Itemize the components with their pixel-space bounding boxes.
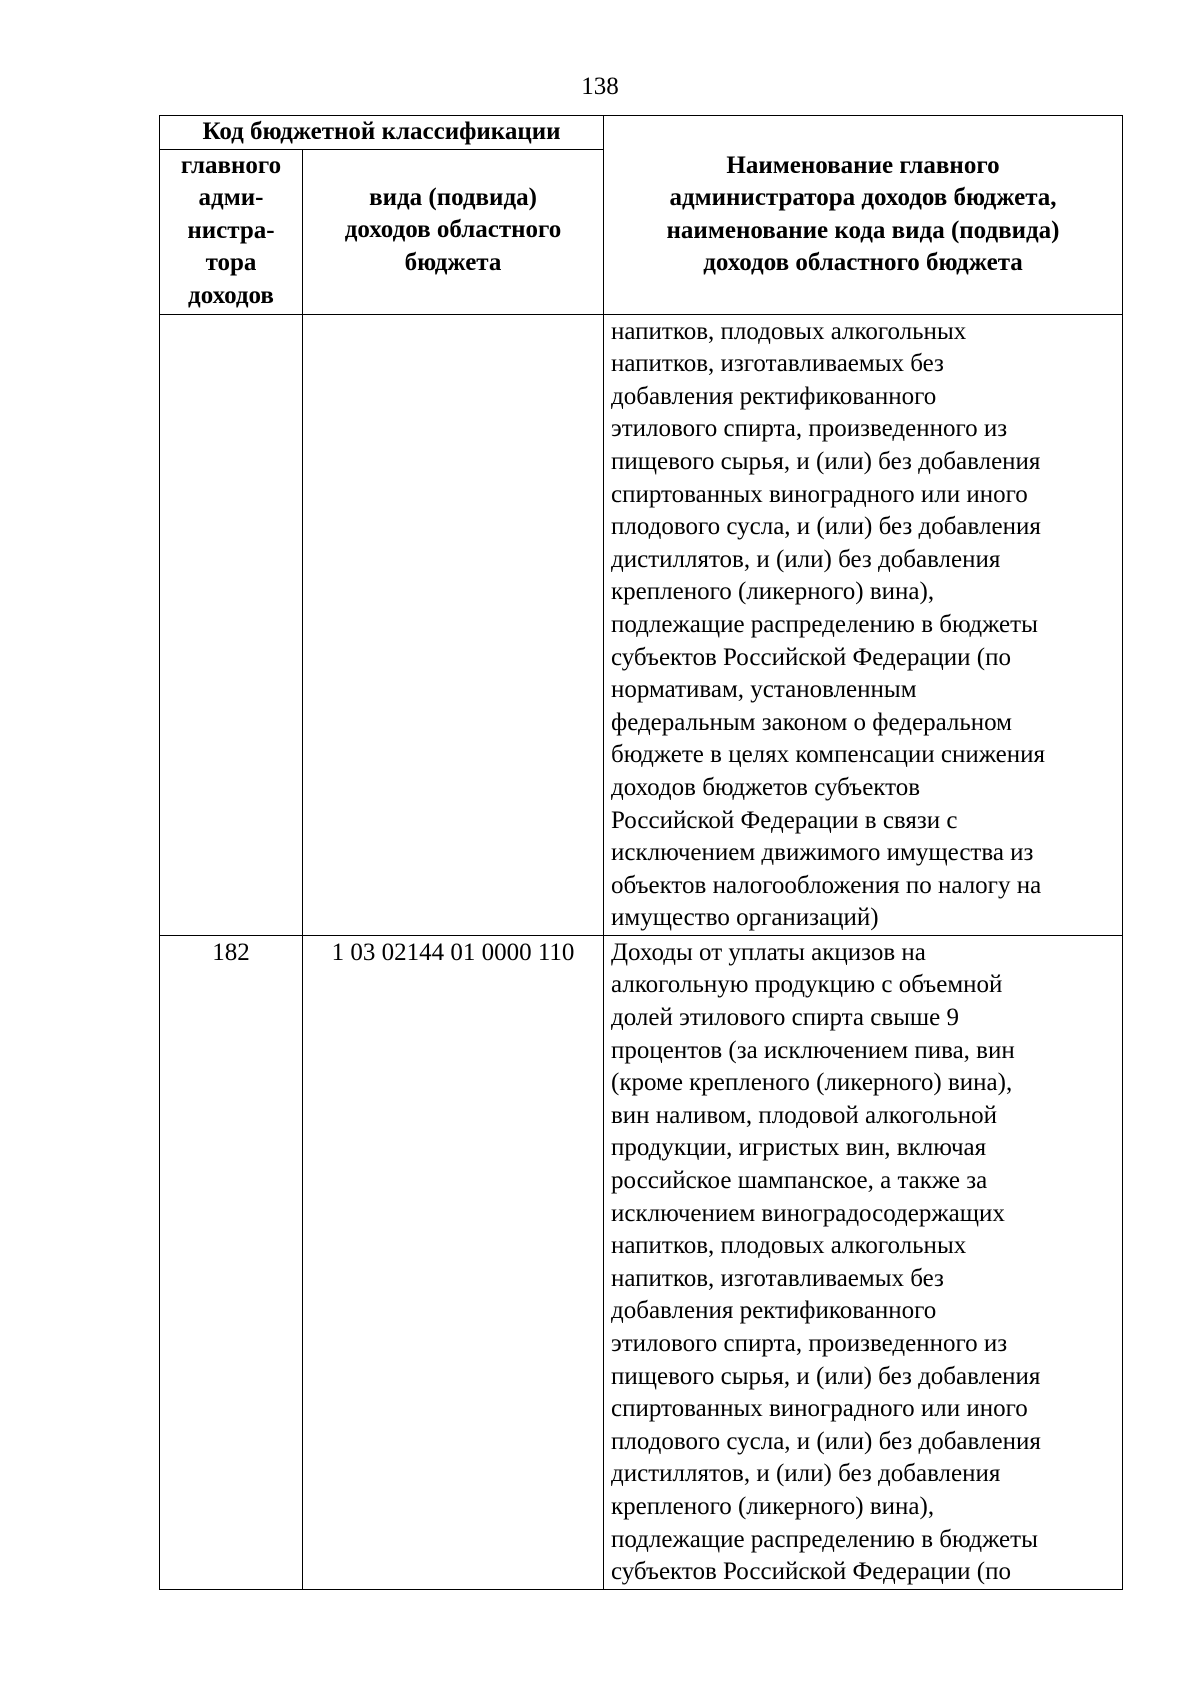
header-admin-line: тора [205,249,257,277]
header-name-line: наименование кода вида (подвида) [666,216,1060,244]
page-number: 138 [581,73,619,100]
header-row-top [160,116,1123,150]
name-line: имущество организаций) [611,904,879,932]
name-line: бюджете в целях компенсации снижения [611,741,1046,769]
name-line: добавления ректификованного [611,382,937,410]
name-line: подлежащие распределению в бюджеты [611,1525,1038,1553]
name-line: пищевого сырья, и (или) без добавления [611,447,1041,475]
name-line: крепленого (ликерного) вина), [611,578,935,606]
name-line: плодового сусла, и (или) без добавления [611,1427,1041,1455]
header-admin-line: главного [180,151,282,179]
admin-code-cell [160,314,303,935]
name-cell [604,314,1123,935]
name-line: пищевого сырья, и (или) без добавления [611,1362,1041,1390]
header-admin-line: нистра- [187,216,275,244]
name-line: продукции, игристых вин, включая [611,1134,987,1162]
type-code-cell [303,314,604,935]
name-line: субъектов Российской Федерации (по [611,1558,1011,1586]
header-type-line: бюджета [404,248,502,276]
type-code-cell: 1 03 02144 01 0000 110 [303,935,604,1589]
name-line: исключением движимого имущества из [611,839,1034,867]
name-line: исключением виноградосодержащих [611,1199,1005,1227]
name-line: субъектов Российской Федерации (по [611,643,1011,671]
name-line: крепленого (ликерного) вина), [611,1492,935,1520]
name-line: напитков, плодовых алкогольных [611,317,967,345]
name-line: федеральным законом о федеральном [611,708,1012,736]
table-row [160,314,1123,935]
name-line: процентов (за исключением пива, вин [611,1036,1015,1064]
name-cell [604,935,1123,1589]
name-line: добавления ректификованного [611,1297,937,1325]
name-line: дистиллятов, и (или) без добавления [611,1460,1001,1488]
name-line: объектов налогообложения по налогу на [611,871,1042,899]
name-line: долей этилового спирта свыше 9 [611,1004,960,1032]
header-name-column [604,116,1123,315]
header-type-column [303,149,604,314]
header-name-line: администратора доходов бюджета, [669,184,1057,212]
header-name-line: доходов областного бюджета [703,249,1023,277]
header-name-line: Наименование главного [726,151,1000,179]
admin-code-cell: 182 [160,935,303,1589]
header-group-label: Код бюджетной классификации [160,116,604,150]
name-line: плодового сусла, и (или) без добавления [611,513,1041,541]
name-line: Российской Федерации в связи с [611,806,958,834]
budget-classification-table [159,115,1123,1590]
name-line: вин наливом, плодовой алкогольной [611,1101,998,1129]
name-line: алкогольную продукцию с объемной [611,971,1003,999]
header-type-line: доходов областного [344,216,562,244]
header-admin-line: адми- [198,184,264,212]
name-line: нормативам, установленным [611,676,917,704]
name-line: Доходы от уплаты акцизов на [611,938,926,966]
name-line: спиртованных виноградного или иного [611,1395,1028,1423]
name-line: подлежащие распределению в бюджеты [611,610,1038,638]
header-admin-line: доходов [188,281,274,309]
name-line: российское шампанское, а также за [611,1167,988,1195]
name-line: напитков, изготавливаемых без [611,350,944,378]
name-line: (кроме крепленого (ликерного) вина), [611,1069,1013,1097]
name-line: напитков, изготавливаемых без [611,1264,944,1292]
name-line: напитков, плодовых алкогольных [611,1232,967,1260]
header-type-line: вида (подвида) [369,183,537,211]
name-line: спиртованных виноградного или иного [611,480,1028,508]
name-line: дистиллятов, и (или) без добавления [611,545,1001,573]
table-row [160,935,1123,1589]
name-line: доходов бюджетов субъектов [611,773,921,801]
name-line: этилового спирта, произведенного из [611,1330,1008,1357]
header-admin-column [160,149,303,314]
name-line: этилового спирта, произведенного из [611,415,1008,443]
